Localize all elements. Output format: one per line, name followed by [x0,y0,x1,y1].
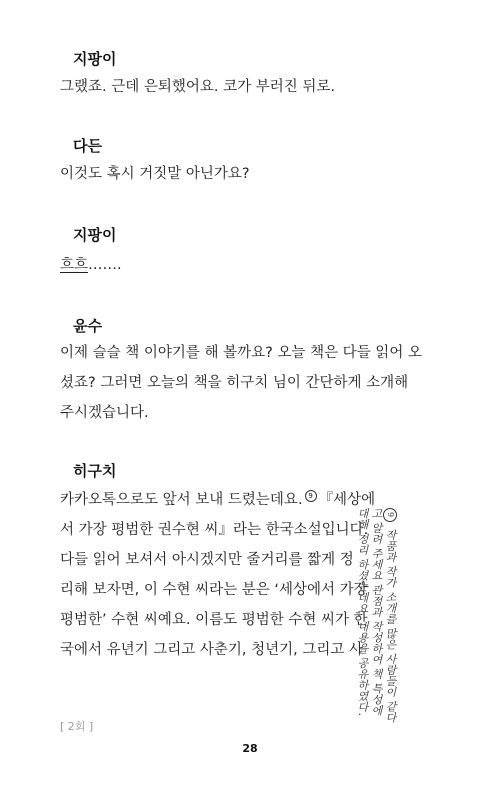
text-run: 카카오톡으로도 앞서 보내 드렸는데요. [60,492,303,508]
page-number: 28 [242,742,258,755]
footnote-marker: 9 [305,490,317,502]
text-run: 『세상에 [318,492,376,508]
dialogue-line: 주시겠습니다. [60,405,149,421]
episode-marker: [ 2회 ] [60,720,94,733]
dialogue-line: 셨죠? 그러면 오늘의 책을 히구치 님이 간단하게 소개해 [60,375,409,391]
annotation-line: 작품과 작가 소개를 많은 사람들이 같다고 알려 주세요 관점과 작성하여 [370,508,397,723]
ellipsis: ……. [88,257,122,273]
speaker-name: 히구치 [73,462,117,480]
annotation-line: 책 특성에 대해 정리 하셨는데요, 내용을 공유하였다. [356,508,383,716]
dialogue-line: 리해 보자면, 이 수현 씨라는 분은 ‘세상에서 가장 [60,582,368,598]
dialogue-line: 서 가장 평범한 권수현 씨』라는 한국소설입니다. [60,522,369,538]
dialogue-line: 그랬죠. 근데 은퇴했어요. 코가 부러진 뒤로. [60,79,335,95]
speaker-name: 지팡이 [73,50,117,68]
speaker-name: 다든 [73,137,102,155]
speaker-name: 윤수 [73,317,102,335]
dialogue-line: 국에서 유년기 그리고 사춘기, 청년기, 그리고 사 [60,642,364,658]
side-annotation [355,508,397,728]
dialogue-line: 평범한’ 수현 씨예요. 이름도 평범한 수현 씨가 한 [60,612,368,628]
dialogue-line [60,250,122,280]
speaker-name: 지팡이 [73,226,117,244]
dialogue-line: 이것도 혹시 거짓말 아닌가요? [60,166,250,182]
dialogue-line: 이제 슬슬 책 이야기를 해 볼까요? 오늘 책은 다들 읽어 오 [60,345,422,361]
dialogue-line: 다들 읽어 보셔서 아시겠지만 줄거리를 짧게 정 [60,552,354,568]
annotation-number: 9 [383,508,397,522]
underlined-word: 흐흐 [60,257,89,273]
dialogue-line [60,485,375,515]
